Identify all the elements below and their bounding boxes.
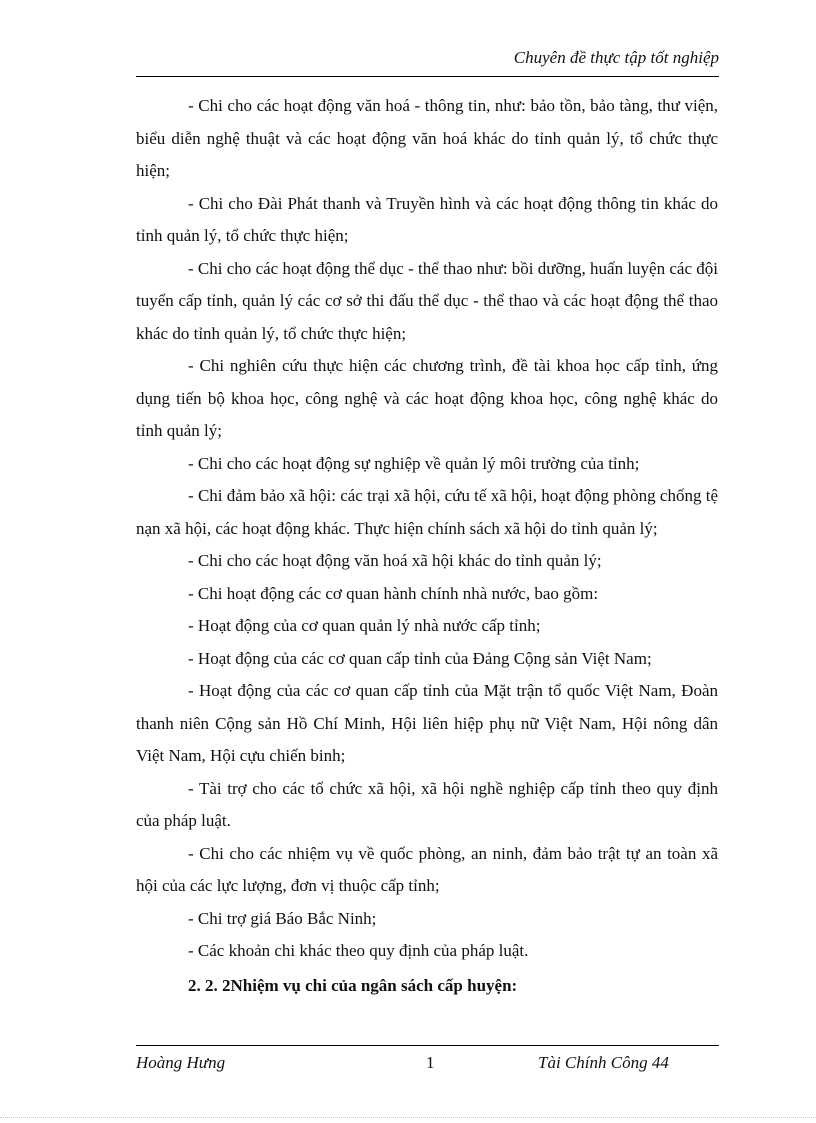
paragraph: - Hoạt động của các cơ quan cấp tỉnh của Đảng Cộng sản Việt Nam;: [188, 648, 652, 668]
paragraph: - Chi cho các nhiệm vụ về quốc phòng, an ninh, đảm bảo trật tự an toàn xã hội của các lực lượng, đơn vị thuộc cấp tỉnh;: [136, 843, 718, 895]
section-heading: 2. 2. 2Nhiệm vụ chi của ngân sách cấp huyện:: [188, 975, 518, 995]
document-body: [136, 90, 718, 1002]
paragraph: - Chi hoạt động các cơ quan hành chính nhà nước, bao gồm:: [188, 583, 599, 603]
paragraph: - Chi cho các hoạt động văn hoá - thông tin, như: bảo tồn, bảo tàng, thư viện, biểu diễn nghệ thuật và các hoạt động văn hoá khác do tỉnh quản lý, tổ chức thực hiện;: [136, 96, 718, 180]
footer-author: Hoàng Hưng: [136, 1053, 226, 1072]
paragraph: - Chi cho các hoạt động sự nghiệp về quản lý môi trường của tỉnh;: [188, 453, 640, 473]
paragraph: - Chi đảm bảo xã hội: các trại xã hội, cứu tế xã hội, hoạt động phòng chống tệ nạn xã hội, các hoạt động khác. Thực hiện chính sách xã hội do tỉnh quản lý;: [136, 486, 718, 538]
paragraph: - Hoạt động của cơ quan quản lý nhà nước cấp tỉnh;: [188, 616, 541, 635]
header-divider: [136, 76, 719, 77]
footer-divider: [136, 1045, 719, 1046]
paragraph: - Chi cho Đài Phát thanh và Truyền hình và các hoạt động thông tin khác do tỉnh quản lý, tổ chức thực hiện;: [136, 193, 718, 245]
paragraph: - Hoạt động của các cơ quan cấp tỉnh của Mặt trận tổ quốc Việt Nam, Đoàn thanh niên Cộng sản Hồ Chí Minh, Hội liên hiệp phụ nữ Việt Nam, Hội nông dân Việt Nam, Hội cựu chiến binh;: [136, 681, 718, 765]
footer-page-number: 1: [426, 1053, 435, 1072]
paragraph: - Các khoản chi khác theo quy định của pháp luật.: [188, 941, 529, 960]
page-bottom-edge: [0, 1117, 816, 1118]
paragraph: - Chi trợ giá Báo Bắc Ninh;: [188, 908, 377, 928]
paragraph: - Chi cho các hoạt động văn hoá xã hội khác do tỉnh quản lý;: [188, 551, 602, 570]
paragraph: - Chi cho các hoạt động thể dục - thể thao như: bồi dưỡng, huấn luyện các đội tuyển cấp tỉnh, quản lý các cơ sở thi đấu thể dục - thể thao và các hoạt động thể thao khác do tỉnh quản lý, tổ chức thực hiện;: [136, 258, 718, 343]
page-header-title: Chuyên đề thực tập tốt nghiệp: [513, 48, 719, 67]
footer-course: Tài Chính Công 44: [538, 1053, 669, 1072]
paragraph: - Tài trợ cho các tổ chức xã hội, xã hội nghề nghiệp cấp tỉnh theo quy định của pháp luật.: [136, 778, 718, 830]
paragraph: - Chi nghiên cứu thực hiện các chương trình, đề tài khoa học cấp tỉnh, ứng dụng tiến bộ khoa học, công nghệ và các hoạt động khoa học, công nghệ khác do tỉnh quản lý;: [136, 356, 718, 440]
